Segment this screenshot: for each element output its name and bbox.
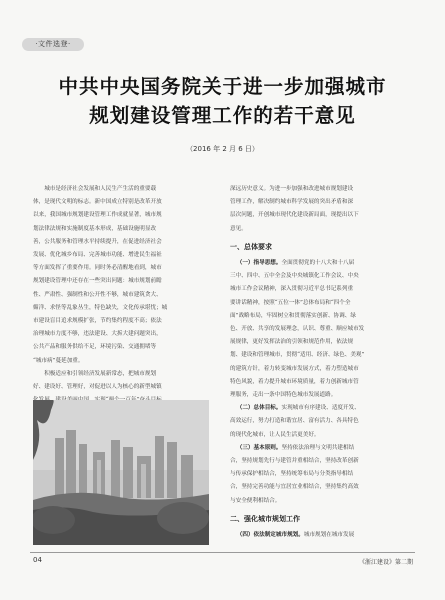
city-skyline-image [33, 400, 209, 545]
text-line: 市建设盲目追求规模扩张，节约集约程度不高；依法 [33, 318, 162, 325]
overall-goal-section [230, 402, 410, 442]
text-line: 面”战略布局，牢固树立和贯彻落实创新、协调、绿 [230, 312, 356, 319]
section-text: 实现城市有序建设、适度开发、 [281, 405, 360, 412]
text-line: 展规律，更好发挥法治的引领和规范作用，依法规 [230, 339, 354, 346]
text-line [230, 529, 410, 542]
text-line: 层次问题，开创城市现代化建设新局面，现提出以下 [230, 212, 359, 219]
section-label: （二）总体目标。 [236, 405, 282, 412]
footer-divider [30, 552, 415, 553]
section-tag: ·文件选登· [22, 38, 84, 51]
paragraph-1 [33, 183, 207, 368]
journal-name: 《浙江建设》第二期 [358, 559, 413, 566]
text-line [230, 257, 410, 270]
text-line: 城市是经济社会发展和人民生产生活的重要载 [44, 186, 157, 192]
basic-principles-section [230, 442, 410, 508]
section-text: 城市规划在城市发展 [303, 532, 355, 539]
section-label: （三）基本原则。 [236, 444, 282, 451]
page-number: 04 [33, 556, 42, 564]
text-line: 管理工作，解决制约城市科学发展的突出矛盾和深 [230, 199, 354, 206]
text-line: 与传承保护相结合，坚持统筹布局与分类指导相结 [230, 471, 354, 478]
text-line: 规划建设管理中还存在一些突出问题：城市规划前瞻 [33, 278, 162, 285]
text-line [230, 402, 410, 415]
text-line: 划、建设和管理城市，贯彻“适用、经济、绿色、美观” [230, 352, 365, 359]
text-line: 性、严肃性、强制性和公开性不够，城市建筑贪大、 [33, 291, 162, 298]
section-label: （四）依法制定城市规划。 [236, 532, 304, 539]
text-line: 要讲话精神，按照“五位一体”总体布局和“四个全 [230, 299, 351, 306]
text-line [230, 442, 410, 455]
text-line: 媚洋、求怪等乱象丛生，特色缺失，文化传承堪忧；城 [33, 304, 168, 311]
text-line: 的建筑方针，着力转变城市发展方式，着力塑造城市 [230, 365, 359, 372]
text-line: 以来，我国城市规划建设管理工作成就显著，城市规 [33, 212, 162, 219]
heading-general-requirements: 一、总体要求 [230, 242, 272, 251]
text-line: 的现代化城市，让人民生活更美好。 [230, 431, 320, 438]
city-photo [33, 400, 209, 545]
text-line: “城市病”蔓延加重。 [33, 357, 84, 364]
text-line: 特色风貌，着力提升城市环境质量，着力创新城市管 [230, 378, 359, 385]
text-line: 合，坚持完善功能与宜居宜业相结合，坚持集约高效 [230, 484, 359, 491]
left-column [33, 183, 207, 421]
text-line: 积极适应和引领经济发展新常态，把城市规划 [44, 370, 157, 377]
text-line: 划法律法规和实施制度基本形成，基础设施明显改 [33, 225, 157, 232]
continuation-paragraph [230, 183, 410, 236]
text-line: 与安全便利相结合。 [230, 497, 281, 504]
publication-date: （2016 年 2 月 6 日） [186, 145, 259, 153]
text-line: 意见。 [230, 225, 247, 232]
text-line: 等方面发挥了重要作用。同时务必清醒地看到，城市 [33, 265, 162, 272]
right-column [230, 183, 410, 542]
guiding-ideology-section [230, 257, 410, 402]
article-title [40, 72, 405, 130]
text-line: 善，公共服务和管理水平持续提升，在促进经济社会 [33, 238, 162, 245]
text-line: 公共产品和服务供给不足，环境污染、交通拥堵等 [33, 344, 157, 351]
section-text: 全面贯彻党的十八大和十八届 [281, 260, 355, 267]
text-line: 治理城市力度不够，违法建设、大拆大建问题突出， [33, 331, 162, 338]
title-line-1: 中共中央国务院关于进一步加强城市 [58, 75, 387, 98]
title-line-2: 规划建设管理工作的若干意见 [89, 104, 356, 127]
text-line: 理服务，走出一条中国特色城市发展道路。 [230, 392, 337, 399]
section-text: 坚持依法治理与文明共建相结 [281, 444, 355, 451]
text-line: 好、建设好、管理好，对促进以人为核心的新型城镇 [33, 384, 162, 391]
text-line: 色、开放、共享的发展理念，认识、尊重、顺应城市发 [230, 326, 365, 333]
lawful-planning-section [230, 529, 410, 542]
heading-strengthen-planning: 二、强化城市规划工作 [230, 514, 300, 523]
text-line: 城市工作会议精神，深入贯彻习近平总书记系列重 [230, 286, 354, 293]
text-line: 体，是现代文明的标志。新中国成立特别是改革开放 [33, 199, 162, 206]
text-line: 合，坚持规划先行与建管并重相结合，坚持改革创新 [230, 458, 359, 465]
section-label: （一）指导思想。 [236, 260, 282, 267]
text-line: 三中、四中、五中全会及中央城镇化工作会议、中央 [230, 273, 359, 280]
text-line: 高效运行，努力打造和谐宜居、富有活力、各具特色 [230, 418, 359, 425]
text-line: 发展、优化城乡布局、完善城市功能、增进民生福祉 [33, 252, 162, 259]
text-line: 深远历史意义。为进一步加强和改进城市规划建设 [230, 186, 354, 192]
